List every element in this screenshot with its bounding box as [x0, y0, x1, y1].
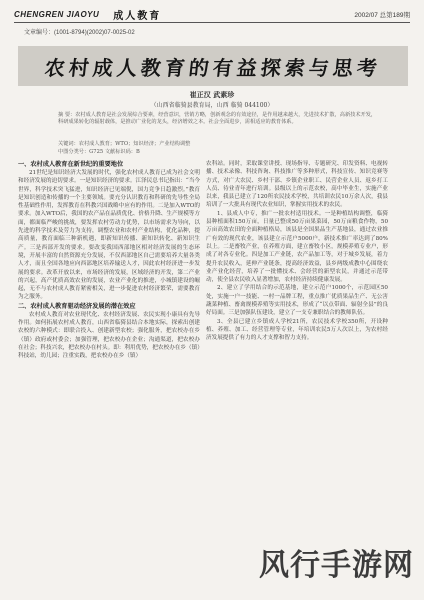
abstract-text: 摘 要：农村成人教育是社会发展综合要素，经营意识，营销方略，创新观念的有效途径，是作用越来越大，先进技术扩散，高新技术开发，科研成果转化的辐射载体，是推动广业化的龙头，经济增效之本。社会全面进步，需相适应的教育体系。	[58, 112, 377, 125]
body-column-right	[206, 160, 388, 558]
article-title: 农村成人教育的有益探索与思考	[43, 55, 383, 80]
article-document-number: 文章编号：(1001-8794)(2002)07-0025-02	[24, 30, 135, 36]
body-paragraph: 21世纪是知识经济大发展的时代，强化农村成人教育已成为社会文明和经济发展的迫切要求。一是知识经济的要求。江泽民总书记指出：“当今世界，科学技术突飞猛进，知识经济已见端倪，国力竞争日趋激烈。”教育是知识创造和传播的一个主要领域。要充分认识教育和科研的先导性全局性基础性作用，发挥教育在科教兴国战略中应有的作用。二是加入WTO的要求。加入WTO后，我国的农产品在品质优化、价格升降、生产规模等方面，都面临严峻的挑战，要发挥农村劳动力优势，以市场需求为导向，以先进的科学技术及劳力为支持，调整农业和农村产业结构，优化品种，提高质量，教育面临三种新机遇，即新知识传播、新知识转化、新知识生产。三是西部开发的要求。要改变我国西部地区相对经济发展的生态环境，开展丰富的自然资源充分发展，不仅西部地区自己需要培养大量各类人才，而且全国各地应向西部地区培养输送人才，因此农村经济进一步发展的要求。改革开放以来，市场经济的发展，区域经济的开发，第二产业的兴起，高产优质高效农业的发展，农业产业化的推进，小城镇建设的崛起，无不与农村成人教育紧密相关，进一步促进农村经济繁荣，需要教育为之服务。	[18, 170, 200, 301]
section-heading: 二、农村成人教育驱动经济发展的潜在效应	[18, 302, 136, 310]
article-abstract	[58, 112, 378, 126]
body-paragraph: 农科站。同时，采取课堂讲授、现场指导、专题研究、印发资料、电视转播、技术录像、科技咨询、科技推广等多种形式，科技宣传、知识竞赛等方式，对广大农民、乡村干部、乡镇企业职工、民营企业人员、返乡打工人员、待业青年进行培训。县级以上的示范农校，高中毕业生，实施产业以来，我县已建立了120所农民技术学校，共培训农民10万余人次，我县培训了一大批具有现代农业知识，掌握实用技术的农民。	[206, 161, 388, 209]
article-authors: 崔正汉 武素珍	[189, 90, 235, 99]
body-column-left	[18, 160, 200, 558]
body-paragraph: 3、全县已建立乡镇成人学校21所，农民技术学校350所，开设种植、养殖、加工、经营管理等专业，年培训农民5万人次以上，为农村经济发展提供了有力的人才支撑和智力支持。	[206, 318, 388, 342]
classification-code: 中图分类号：G725 文献标识码：B	[58, 149, 140, 155]
body-paragraph: 1、县成人中专，推广一批农村适用技术。一是种植结构调整，临猗县种植面积150万亩，日量已整成50万亩果菜园，50万亩粮食作物，50万亩高效农田的全面种植格局，该县是全国果品生产基地县，通过农业推广有效的现代农业，该县建立示范户5000户，新技术推广率达到了80%以上。二是畜牧产业，在养殖方面，建立畜牧小区，规模养殖专业户，形成了对各专业化。四是加工产业链，农产品加工等，对于城乡发展，着力提升农民收入，延伸产业链条，提高经济效益，县乡两级成教中心围绕农业产业化经营，培养了一批懂技术、会经营的新型农民，并通过示范带动，使全县农民收入显著增加，农村经济持续健康发展。	[206, 210, 388, 284]
title-banner	[18, 46, 408, 86]
journal-name-chinese: 成人教育	[113, 10, 162, 22]
body-paragraph: 农村成人教育对农业现代化、农村经济发展、农民实现小康具有先导作用。如何拓展农村成人教育，山西省临猗县结合本地实际，探索出创建农校的六种模式：即联合投入、创建新型农校；强化服务，把农校办在乡（镇）政府或村委会；加强管理，把农校办在企业；沟通渠道，把农校办在社会；科技兴农，把农校办在村头。即：利用优势，把农校办在乡（镇）科技站，幼儿园；注重实践，把农校办在乡（镇）	[18, 311, 200, 360]
section-heading: 一、农村成人教育在新世纪的重要地位	[18, 161, 124, 168]
journal-name-english: CHENGREN JIAOYU	[14, 9, 100, 19]
body-paragraph: 2、建立了学用结合的示范基地，建立示范户1000个，示范园区50处，实施一户一技能、一村一品牌工程，重点推广优质果品生产、无公害蔬菜种植、畜禽规模养殖等实用技术，形成了“以点带面、辐射全县”的良好局面。三是加强队伍建设，建立了一支专兼职结合的教师队伍。	[206, 285, 388, 317]
issue-number: 2002/07 总第189期	[354, 11, 410, 19]
site-watermark: 风行手游网	[259, 548, 414, 583]
author-affiliation: （山西省临猗县教育局，山西 临猗 044100）	[150, 102, 274, 109]
article-keywords: 关键词：农村成人教育；WTO；知识经济；产业结构调整	[58, 141, 191, 147]
journal-header	[14, 6, 410, 23]
